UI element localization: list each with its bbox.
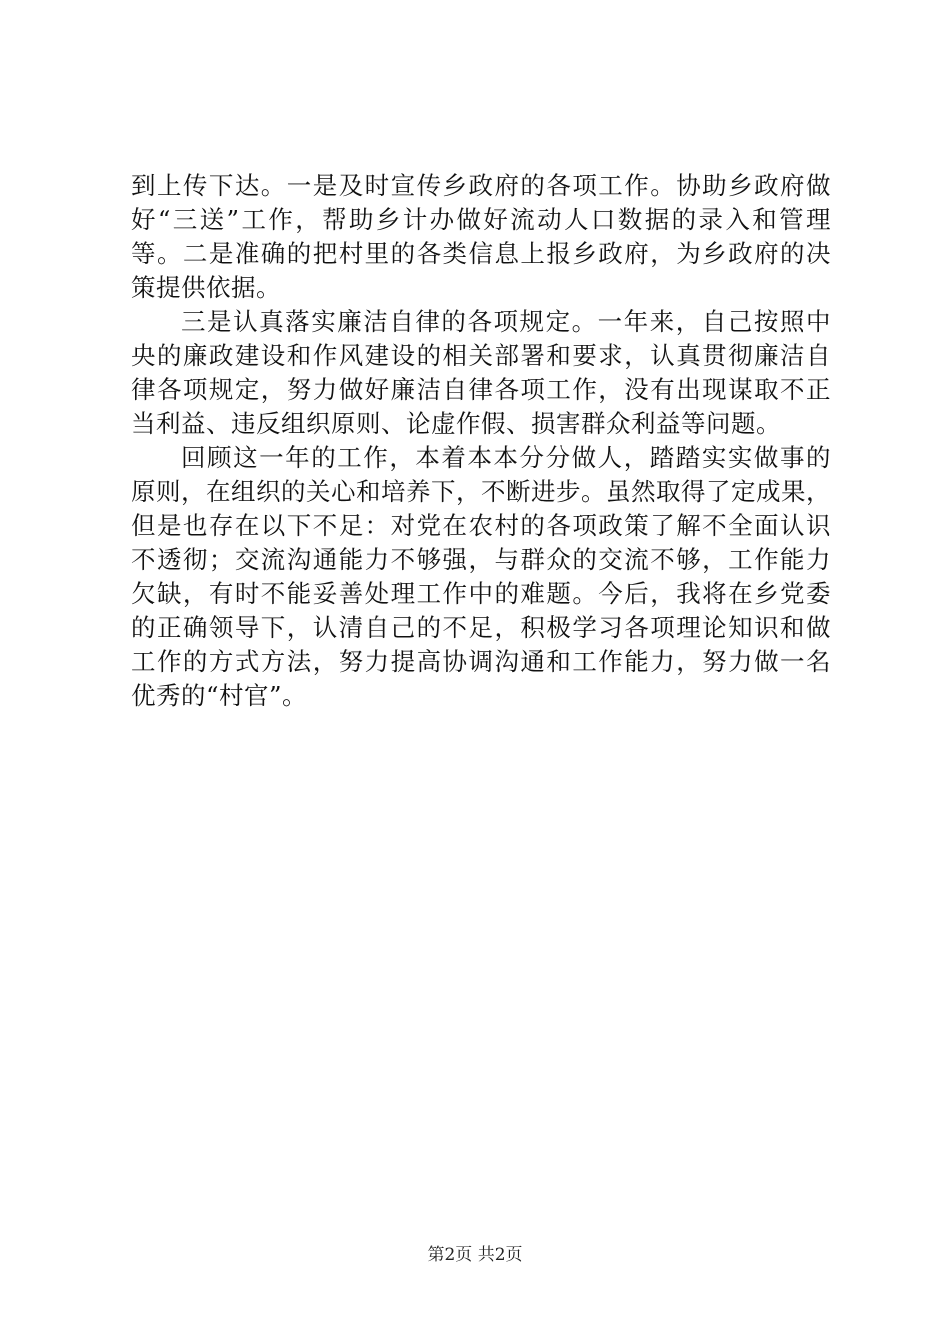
text-line: 三是认真落实廉洁自律的各项规定。一年来，自己按照中 — [181, 307, 831, 336]
text-line: 央的廉政建设和作风建设的相关部署和要求，认真贯彻廉洁自 — [131, 341, 831, 370]
text-line: 等。二是准确的把村里的各类信息上报乡政府，为乡政府的决 — [131, 239, 831, 268]
text-line: 原则，在组织的关心和培养下，不断进步。虽然取得了定成果， — [131, 477, 831, 506]
text-line: 工作的方式方法，努力提高协调沟通和工作能力，努力做一名 — [131, 647, 831, 676]
text-line: 但是也存在以下不足：对党在农村的各项政策了解不全面认识 — [131, 511, 831, 540]
text-line: 好“三送”工作，帮助乡计办做好流动人口数据的录入和管理 — [131, 205, 831, 234]
text-line: 到上传下达。一是及时宣传乡政府的各项工作。协助乡政府做 — [131, 171, 831, 200]
text-line: 不透彻；交流沟通能力不够强，与群众的交流不够，工作能力 — [131, 545, 831, 574]
page-footer: 第2页 共2页 — [427, 1245, 523, 1265]
text-line: 欠缺，有时不能妥善处理工作中的难题。今后，我将在乡党委 — [131, 579, 831, 608]
text-line: 律各项规定，努力做好廉洁自律各项工作，没有出现谋取不正 — [131, 375, 831, 404]
text-line: 优秀的“村官”。 — [131, 681, 308, 710]
text-line: 策提供依据。 — [131, 273, 281, 302]
text-line: 当利益、违反组织原则、论虚作假、损害群众利益等问题。 — [131, 409, 781, 438]
document-body — [131, 169, 831, 713]
text-line: 的正确领导下，认清自己的不足，积极学习各项理论知识和做 — [131, 613, 831, 642]
text-line: 回顾这一年的工作，本着本本分分做人，踏踏实实做事的 — [181, 443, 831, 472]
